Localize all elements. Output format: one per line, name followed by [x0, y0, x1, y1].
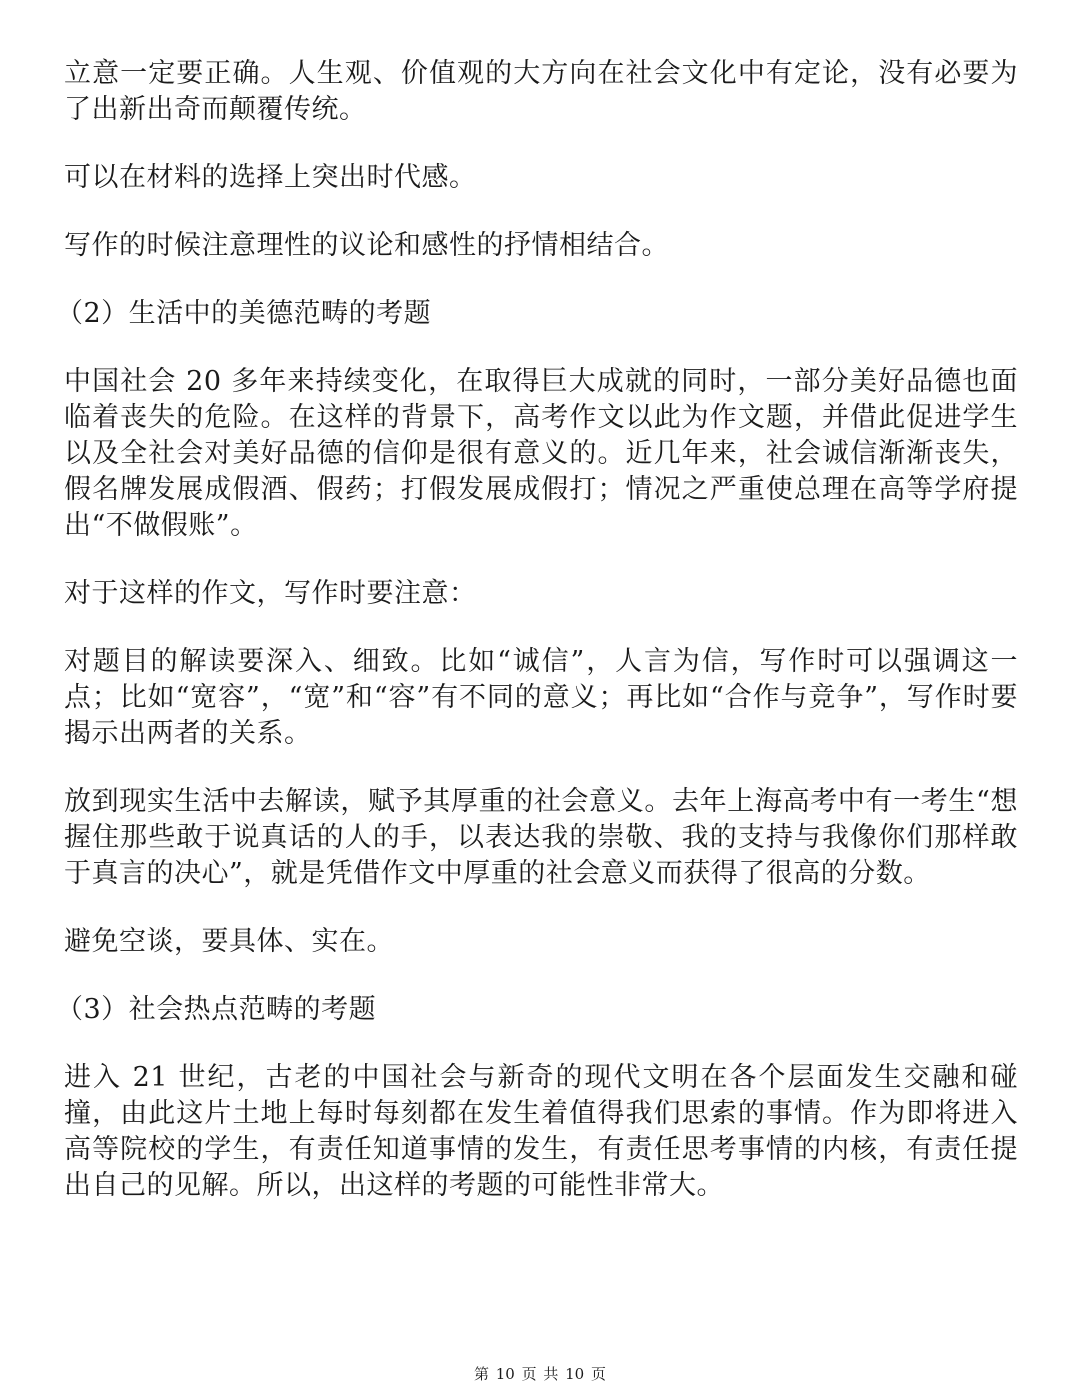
paragraph-avoid-empty-talk: 避免空谈，要具体、实在。: [64, 926, 394, 957]
paragraph-writing-notes: 对于这样的作文，写作时要注意：: [64, 578, 477, 609]
paragraph-real-life: 放到现实生活中去解读，赋予其厚重的社会意义。去年上海高考中有一考生“想握住那些敢于说真话的人的手，以表达我的崇敬、我的支持与我像你们那样敢于真言的决心”，就是凭借作文中厚重的社会意义而获得了很高的分数。: [64, 786, 1018, 889]
paragraph-era-material: 可以在材料的选择上突出时代感。: [64, 162, 477, 193]
section-heading-social-hotspot: （3）社会热点范畴的考题: [56, 994, 377, 1025]
paragraph-correct-intent: 立意一定要正确。人生观、价值观的大方向在社会文化中有定论，没有必要为了出新出奇而颠覆传统。: [64, 58, 1018, 125]
paragraph-virtue-background: 中国社会 20 多年来持续变化，在取得巨大成就的同时，一部分美好品德也面临着丧失的危险。在这样的背景下，高考作文以此为作文题，并借此促进学生以及全社会对美好品德的信仰是很有意义的。近几年来，社会诚信渐渐丧失，假名牌发展成假酒、假药；打假发展成假打；情况之严重使总理在高等学府提出“不做假账”。: [64, 366, 1018, 541]
paragraph-reason-emotion: 写作的时候注意理性的议论和感性的抒情相结合。: [64, 230, 669, 261]
paragraph-interpret-deeply: 对题目的解读要深入、细致。比如“诚信”，人言为信，写作时可以强调这一点；比如“宽容”，“宽”和“容”有不同的意义；再比如“合作与竞争”，写作时要揭示出两者的关系。: [64, 646, 1018, 749]
section-heading-virtue: （2）生活中的美德范畴的考题: [56, 298, 432, 329]
document-body: [56, 56, 1018, 1204]
paragraph-21st-century: 进入 21 世纪，古老的中国社会与新奇的现代文明在各个层面发生交融和碰撞，由此这片土地上每时每刻都在发生着值得我们思索的事情。作为即将进入高等院校的学生，有责任知道事情的发生，有责任思考事情的内核，有责任提出自己的见解。所以，出这样的考题的可能性非常大。: [64, 1062, 1018, 1201]
page-number-footer: 第 10 页 共 10 页: [473, 1365, 606, 1383]
